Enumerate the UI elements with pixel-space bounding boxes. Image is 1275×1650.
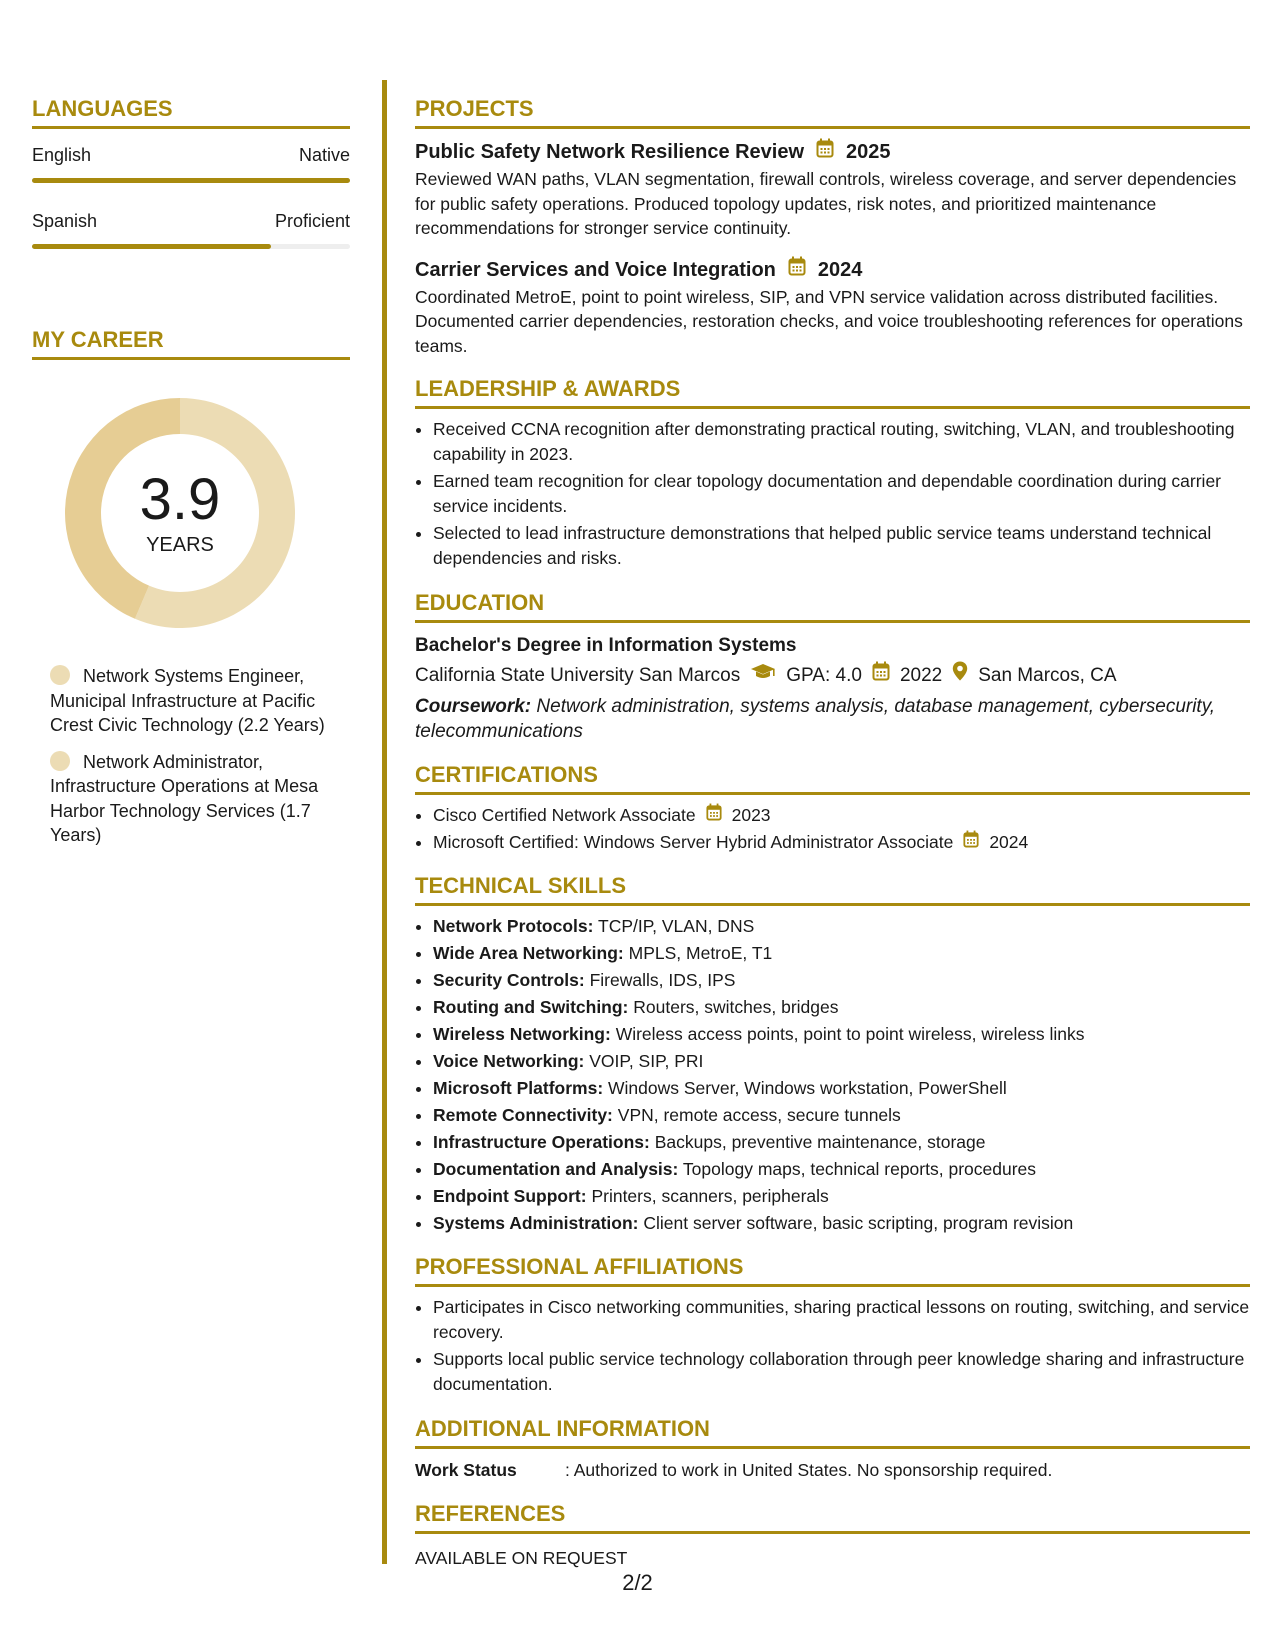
project-item: [415, 137, 1250, 241]
language-item-english: [32, 145, 350, 183]
career-list: [50, 664, 350, 848]
skill-label: Wide Area Networking:: [433, 943, 624, 963]
education-coursework: [415, 695, 1250, 744]
education-school: California State University San Marcos: [415, 665, 741, 686]
work-status-label: Work Status: [415, 1460, 517, 1480]
skill-item: [433, 1022, 1250, 1047]
skills-title: TECHNICAL SKILLS: [415, 869, 1250, 906]
column-divider: [382, 80, 387, 1564]
certification-item: [433, 803, 1250, 828]
affiliations-title: PROFESSIONAL AFFILIATIONS: [415, 1250, 1250, 1287]
certifications-title: CERTIFICATIONS: [415, 758, 1250, 795]
education-degree: Bachelor's Degree in Information Systems: [415, 635, 797, 656]
career-total-years: 3.9: [139, 467, 221, 532]
skill-value: Firewalls, IDS, IPS: [589, 970, 736, 990]
list-item: • Received CCNA recognition after demonstrating practical routing, switching, VLAN, and troubleshooting capability in 2023.: [433, 417, 1250, 466]
skill-value: VPN, remote access, secure tunnels: [617, 1105, 901, 1125]
work-status-row: [415, 1457, 1250, 1483]
skill-label: Systems Administration:: [433, 1213, 639, 1233]
skill-label: Network Protocols:: [433, 916, 594, 936]
certification-year: 2024: [989, 832, 1029, 852]
skill-value: Printers, scanners, peripherals: [591, 1186, 829, 1206]
skill-label: Wireless Networking:: [433, 1024, 611, 1044]
project-description: Reviewed WAN paths, VLAN segmentation, firewall controls, wireless coverage, and server dependencies for public safety operations. Produced topology updates, risk notes, and prioritized maintenance recommendations for stronger service continuity.: [415, 169, 1237, 238]
career-legend-dot: [50, 665, 70, 685]
skill-label: Microsoft Platforms:: [433, 1078, 604, 1098]
language-name: English: [32, 145, 92, 165]
calendar-icon: [706, 803, 722, 828]
list-item: • Earned team recognition for clear topology documentation and dependable coordination during carrier service incidents.: [433, 469, 1250, 518]
skill-value: MPLS, MetroE, T1: [628, 943, 773, 963]
location-pin-icon: [952, 661, 968, 691]
projects-title: PROJECTS: [415, 92, 1250, 129]
calendar-icon: [816, 137, 834, 167]
certification-name: • Microsoft Certified: Windows Server Hybrid Administrator Associate: [433, 832, 954, 852]
skill-value: VOIP, SIP, PRI: [589, 1051, 704, 1071]
project-name: Public Safety Network Resilience Review: [415, 141, 805, 163]
language-name: Spanish: [32, 211, 98, 231]
project-item: [415, 255, 1250, 359]
list-item: • Supports local public service technology collaboration through peer knowledge sharing and infrastructure documentation.: [433, 1347, 1250, 1396]
education-gpa: GPA: 4.0: [786, 665, 862, 686]
certification-year: 2023: [731, 805, 771, 825]
leadership-title: LEADERSHIP & AWARDS: [415, 372, 1250, 409]
languages-title: LANGUAGES: [32, 92, 350, 129]
education-location: San Marcos, CA: [978, 665, 1117, 686]
career-item: [50, 750, 350, 848]
language-item-spanish: [32, 211, 350, 249]
skill-label: Security Controls:: [433, 970, 585, 990]
skill-item: [433, 1157, 1250, 1182]
coursework-text: Network administration, systems analysis, database management, cybersecurity, telecommunications: [415, 696, 1216, 742]
skills-list: [415, 914, 1250, 1236]
affiliations-list: [415, 1295, 1250, 1396]
language-bar-fill: [32, 178, 350, 183]
skill-value: Windows Server, Windows workstation, PowerShell: [608, 1078, 1007, 1098]
skill-item: [433, 1211, 1250, 1236]
education-title: EDUCATION: [415, 586, 1250, 623]
calendar-icon: [788, 255, 806, 285]
calendar-icon: [872, 661, 890, 691]
list-item: • Participates in Cisco networking communities, sharing practical lessons on routing, switching, and service recovery.: [433, 1295, 1250, 1344]
left-column: [32, 92, 350, 860]
education-year: 2022: [899, 665, 943, 686]
list-item: • Selected to lead infrastructure demonstrations that helped public service teams understand technical dependencies and risks.: [433, 521, 1250, 570]
skill-item: [433, 941, 1250, 966]
references-title: REFERENCES: [415, 1497, 1250, 1534]
language-level: Proficient: [274, 211, 350, 231]
skill-item: [433, 1184, 1250, 1209]
skill-label: Remote Connectivity:: [433, 1105, 613, 1125]
page-number: 2/2: [622, 1570, 653, 1595]
career-donut-chart: [65, 398, 295, 628]
skill-item: [433, 995, 1250, 1020]
education-meta: [415, 661, 1250, 691]
certifications-list: [415, 803, 1250, 855]
skill-value: Client server software, basic scripting, program revision: [643, 1213, 1074, 1233]
references-text: AVAILABLE ON REQUEST: [415, 1548, 628, 1568]
project-name: Carrier Services and Voice Integration: [415, 258, 776, 281]
skill-value: Routers, switches, bridges: [633, 997, 839, 1017]
skill-item: [433, 914, 1250, 939]
right-column: [415, 92, 1250, 1571]
additional-title: ADDITIONAL INFORMATION: [415, 1412, 1250, 1449]
language-bar: [32, 178, 350, 183]
skill-item: [433, 1130, 1250, 1155]
graduation-cap-icon: [750, 661, 776, 691]
skill-label: Voice Networking:: [433, 1051, 585, 1071]
leadership-list: [415, 417, 1250, 570]
language-bar: [32, 244, 350, 249]
certification-name: • Cisco Certified Network Associate: [433, 805, 696, 825]
career-role: Network Systems Engineer, Municipal Infrastructure at Pacific Crest Civic Technology (2.2 Years): [50, 666, 325, 735]
skill-item: [433, 1049, 1250, 1074]
skill-item: [433, 1076, 1250, 1101]
skill-value: TCP/IP, VLAN, DNS: [598, 916, 755, 936]
career-role: Network Administrator, Infrastructure Operations at Mesa Harbor Technology Services (1.7 Years): [50, 751, 319, 845]
skill-value: Wireless access points, point to point wireless, wireless links: [615, 1024, 1085, 1044]
skill-label: Infrastructure Operations:: [433, 1132, 650, 1152]
skill-item: [433, 968, 1250, 993]
career-item: [50, 664, 350, 738]
certification-item: [433, 830, 1250, 855]
skill-label: Routing and Switching:: [433, 997, 629, 1017]
project-year: 2025: [846, 141, 891, 163]
career-legend-dot: [50, 751, 70, 771]
work-status-value: : Authorized to work in United States. No sponsorship required.: [565, 1460, 1053, 1480]
skill-label: Documentation and Analysis:: [433, 1159, 679, 1179]
language-bar-fill: [32, 244, 271, 249]
skill-item: [433, 1103, 1250, 1128]
skill-value: Backups, preventive maintenance, storage: [654, 1132, 986, 1152]
skill-value: Topology maps, technical reports, procedures: [682, 1159, 1037, 1179]
coursework-label: Coursework:: [415, 696, 532, 717]
language-level: Native: [298, 145, 350, 165]
career-title: MY CAREER: [32, 323, 350, 360]
skill-label: Endpoint Support:: [433, 1186, 587, 1206]
calendar-icon: [963, 830, 979, 855]
career-years-unit: YEARS: [146, 534, 214, 556]
project-year: 2024: [817, 258, 863, 281]
project-description: Coordinated MetroE, point to point wireless, SIP, and VPN service validation across distributed facilities. Documented carrier dependencies, restoration checks, and voice troubleshooting references for operations teams.: [415, 286, 1243, 356]
